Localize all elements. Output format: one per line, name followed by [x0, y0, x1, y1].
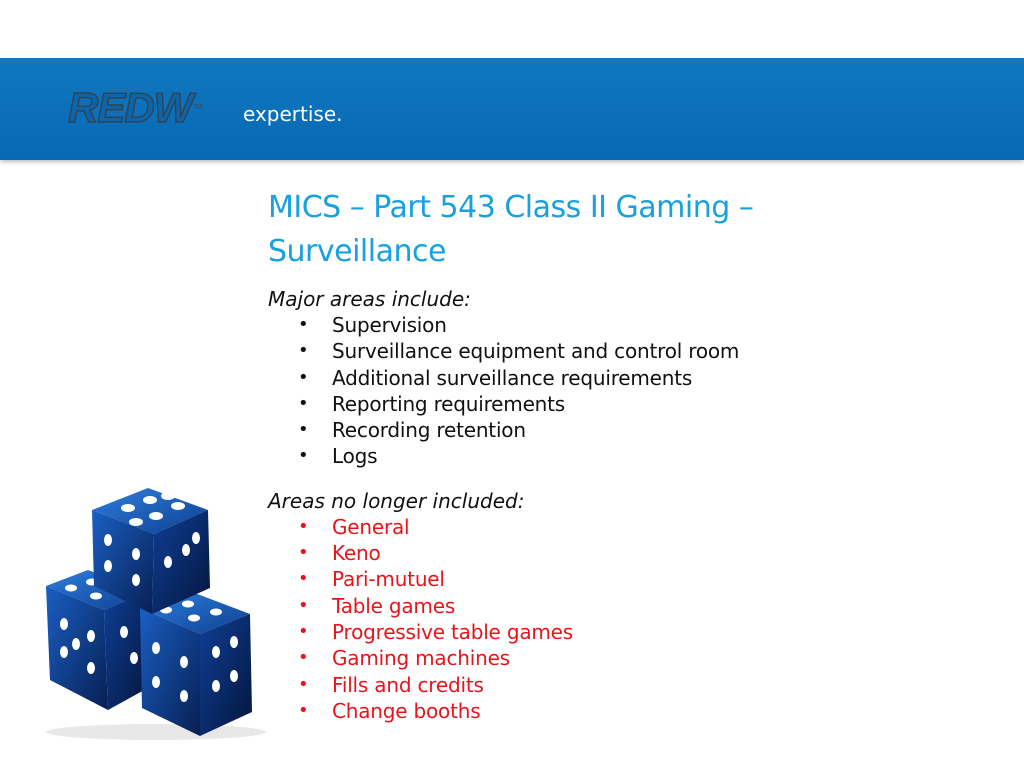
list-item: • General — [298, 514, 410, 539]
list-item: • Gaming machines — [298, 646, 510, 671]
list-item: • Pari-mutuel — [298, 567, 445, 592]
slide-title-line-1: MICS – Part 543 Class II Gaming – — [268, 190, 754, 225]
list-item: • Supervision — [298, 313, 447, 337]
list-item: • Recording retention — [298, 418, 526, 443]
list-item: • Change booths — [298, 698, 481, 723]
list-item: • Table games — [298, 593, 456, 618]
list-item: • Additional surveillance requirements — [298, 365, 693, 390]
header-banner — [0, 58, 1024, 160]
list-item: • Progressive table games — [298, 619, 573, 644]
section-heading-included: Major areas include: — [268, 287, 471, 311]
die-right — [140, 592, 252, 736]
list-item: • Fills and credits — [298, 672, 484, 697]
slide-title — [268, 186, 1008, 274]
dice-image — [36, 482, 276, 742]
slide-content — [268, 186, 1008, 724]
redw-logo: REDWTM — [68, 84, 202, 131]
removed-list — [268, 514, 1008, 724]
included-list — [268, 312, 1008, 470]
logo-trademark: TM — [193, 104, 202, 111]
list-item: • Surveillance equipment and control room — [298, 339, 740, 364]
list-item: • Keno — [298, 541, 381, 566]
list-item: • Reporting requirements — [298, 391, 566, 416]
tagline: expertise. — [243, 102, 343, 126]
section-heading-removed: Areas no longer included: — [268, 488, 525, 513]
list-item: • Logs — [298, 444, 378, 469]
slide-title-line-2: Surveillance — [268, 234, 446, 269]
